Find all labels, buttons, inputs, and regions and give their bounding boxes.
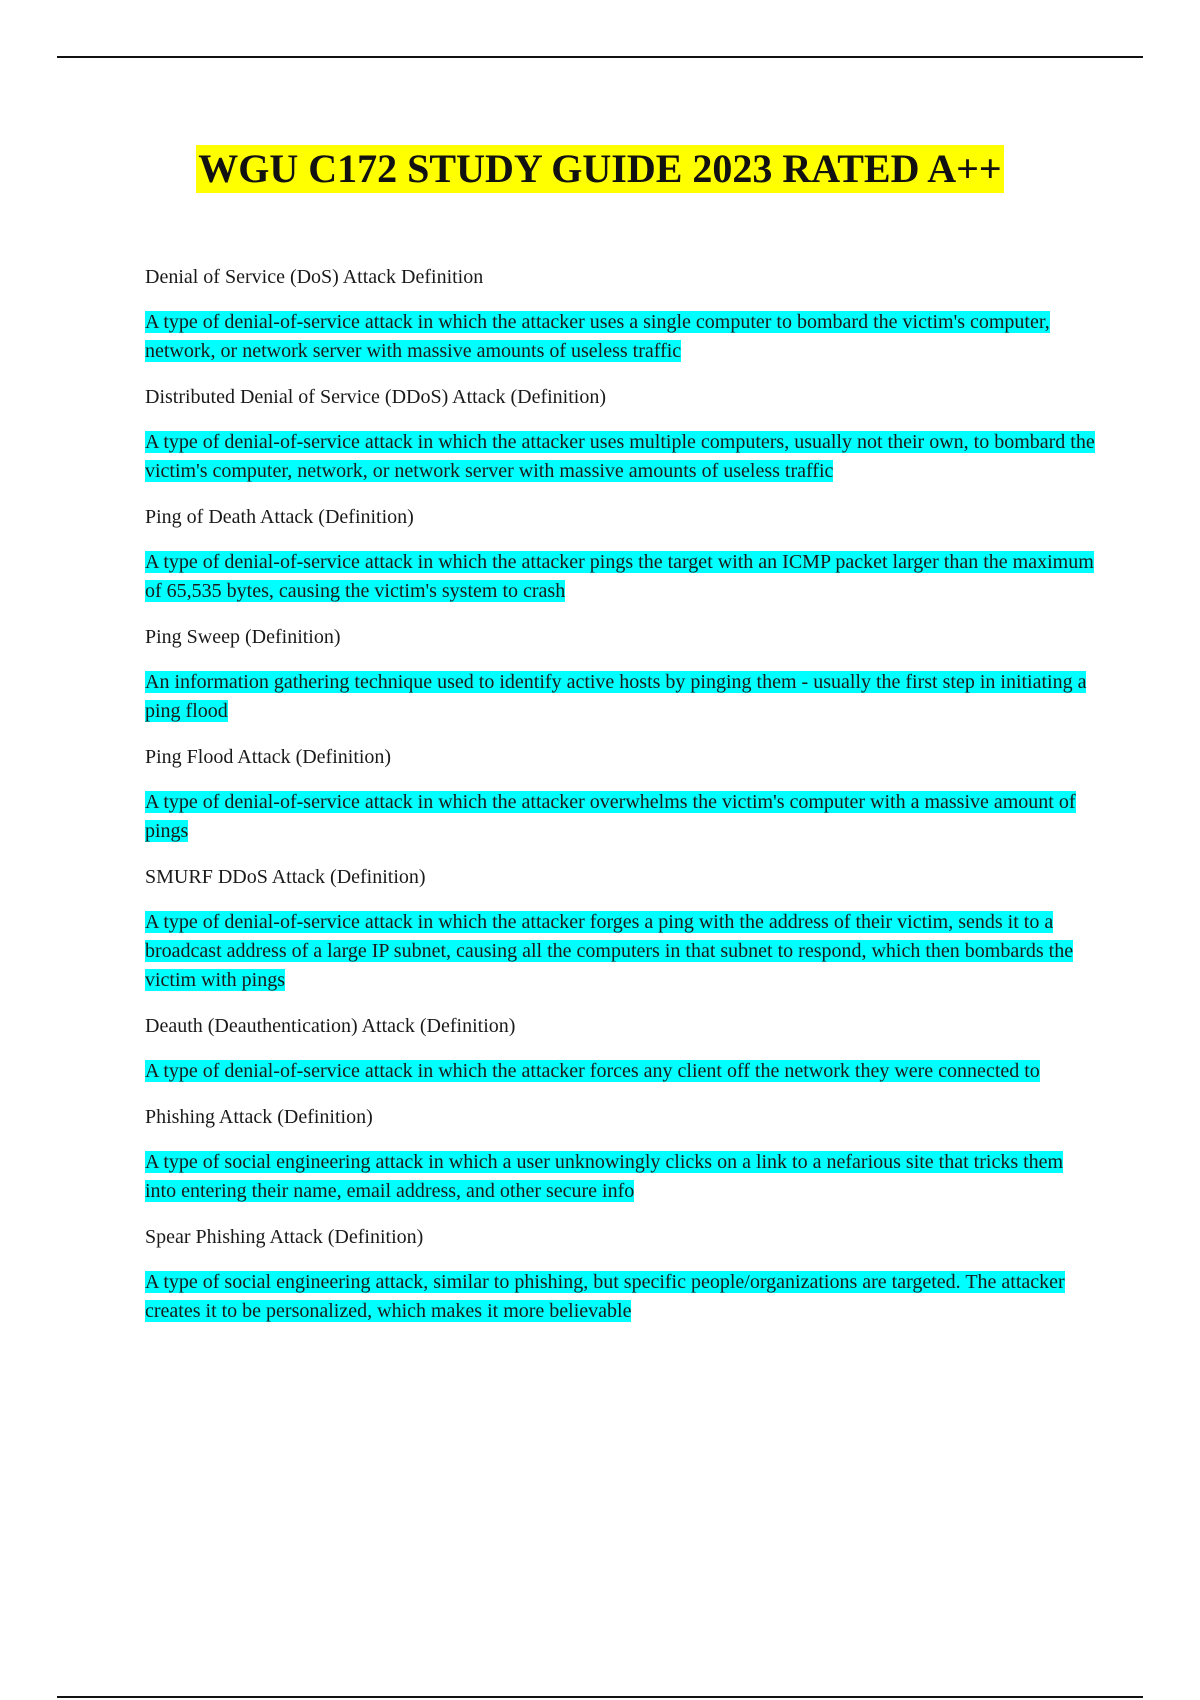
definition-text: A type of denial-of-service attack in which the attacker forces any client off the network they were connected to bbox=[145, 1060, 1040, 1082]
definition-text: A type of denial-of-service attack in which the attacker pings the target with an ICMP packet larger than the maximum of 65,535 bytes, causing the victim's system to crash bbox=[145, 551, 1094, 602]
definition-text: An information gathering technique used to identify active hosts by pinging them - usually the first step in initiating a ping flood bbox=[145, 671, 1087, 722]
footer-rule bbox=[57, 1696, 1143, 1698]
entry-spear-phishing bbox=[145, 1222, 1095, 1326]
definition bbox=[145, 1268, 1095, 1326]
term: SMURF DDoS Attack (Definition) bbox=[145, 866, 426, 888]
definition bbox=[145, 428, 1095, 486]
definition-text: A type of denial-of-service attack in which the attacker uses multiple computers, usually not their own, to bombard the victim's computer, network, or network server with massive amounts of useless traffic bbox=[145, 431, 1095, 482]
entry-ping-flood bbox=[145, 742, 1095, 846]
term: Distributed Denial of Service (DDoS) Attack (Definition) bbox=[145, 386, 606, 408]
definition bbox=[145, 308, 1095, 366]
definition bbox=[145, 668, 1095, 726]
definition bbox=[145, 1057, 1095, 1086]
definition bbox=[145, 908, 1095, 995]
definition-text: A type of denial-of-service attack in which the attacker overwhelms the victim's computer with a massive amount of pings bbox=[145, 791, 1076, 842]
title-container bbox=[0, 145, 1200, 193]
entry-ping-of-death bbox=[145, 502, 1095, 606]
definition-text: A type of denial-of-service attack in which the attacker forges a ping with the address of their victim, sends it to a broadcast address of a large IP subnet, causing all the computers in that subnet to respond, which then bombards the victim with pings bbox=[145, 911, 1074, 991]
term: Ping Flood Attack (Definition) bbox=[145, 746, 392, 768]
entry-phishing bbox=[145, 1102, 1095, 1206]
term: Deauth (Deauthentication) Attack (Definition) bbox=[145, 1015, 516, 1037]
definition-text: A type of denial-of-service attack in which the attacker uses a single computer to bombard the victim's computer, network, or network server with massive amounts of useless traffic bbox=[145, 311, 1050, 362]
term: Spear Phishing Attack (Definition) bbox=[145, 1226, 424, 1248]
definition bbox=[145, 1148, 1095, 1206]
definition bbox=[145, 548, 1095, 606]
header-rule bbox=[57, 56, 1143, 58]
study-guide-entries bbox=[145, 262, 1095, 1342]
term: Ping Sweep (Definition) bbox=[145, 626, 341, 648]
term: Denial of Service (DoS) Attack Definition bbox=[145, 266, 484, 288]
definition bbox=[145, 788, 1095, 846]
entry-ping-sweep bbox=[145, 622, 1095, 726]
entry-smurf bbox=[145, 862, 1095, 995]
definition-text: A type of social engineering attack in which a user unknowingly clicks on a link to a nefarious site that tricks them into entering their name, email address, and other secure info bbox=[145, 1151, 1064, 1202]
definition-text: A type of social engineering attack, similar to phishing, but specific people/organizations are targeted. The attacker creates it to be personalized, which makes it more believable bbox=[145, 1271, 1065, 1322]
document-title: WGU C172 STUDY GUIDE 2023 RATED A++ bbox=[198, 146, 1002, 191]
entry-ddos bbox=[145, 382, 1095, 486]
term: Ping of Death Attack (Definition) bbox=[145, 506, 414, 528]
term: Phishing Attack (Definition) bbox=[145, 1106, 373, 1128]
entry-deauth bbox=[145, 1011, 1095, 1086]
entry-dos bbox=[145, 262, 1095, 366]
